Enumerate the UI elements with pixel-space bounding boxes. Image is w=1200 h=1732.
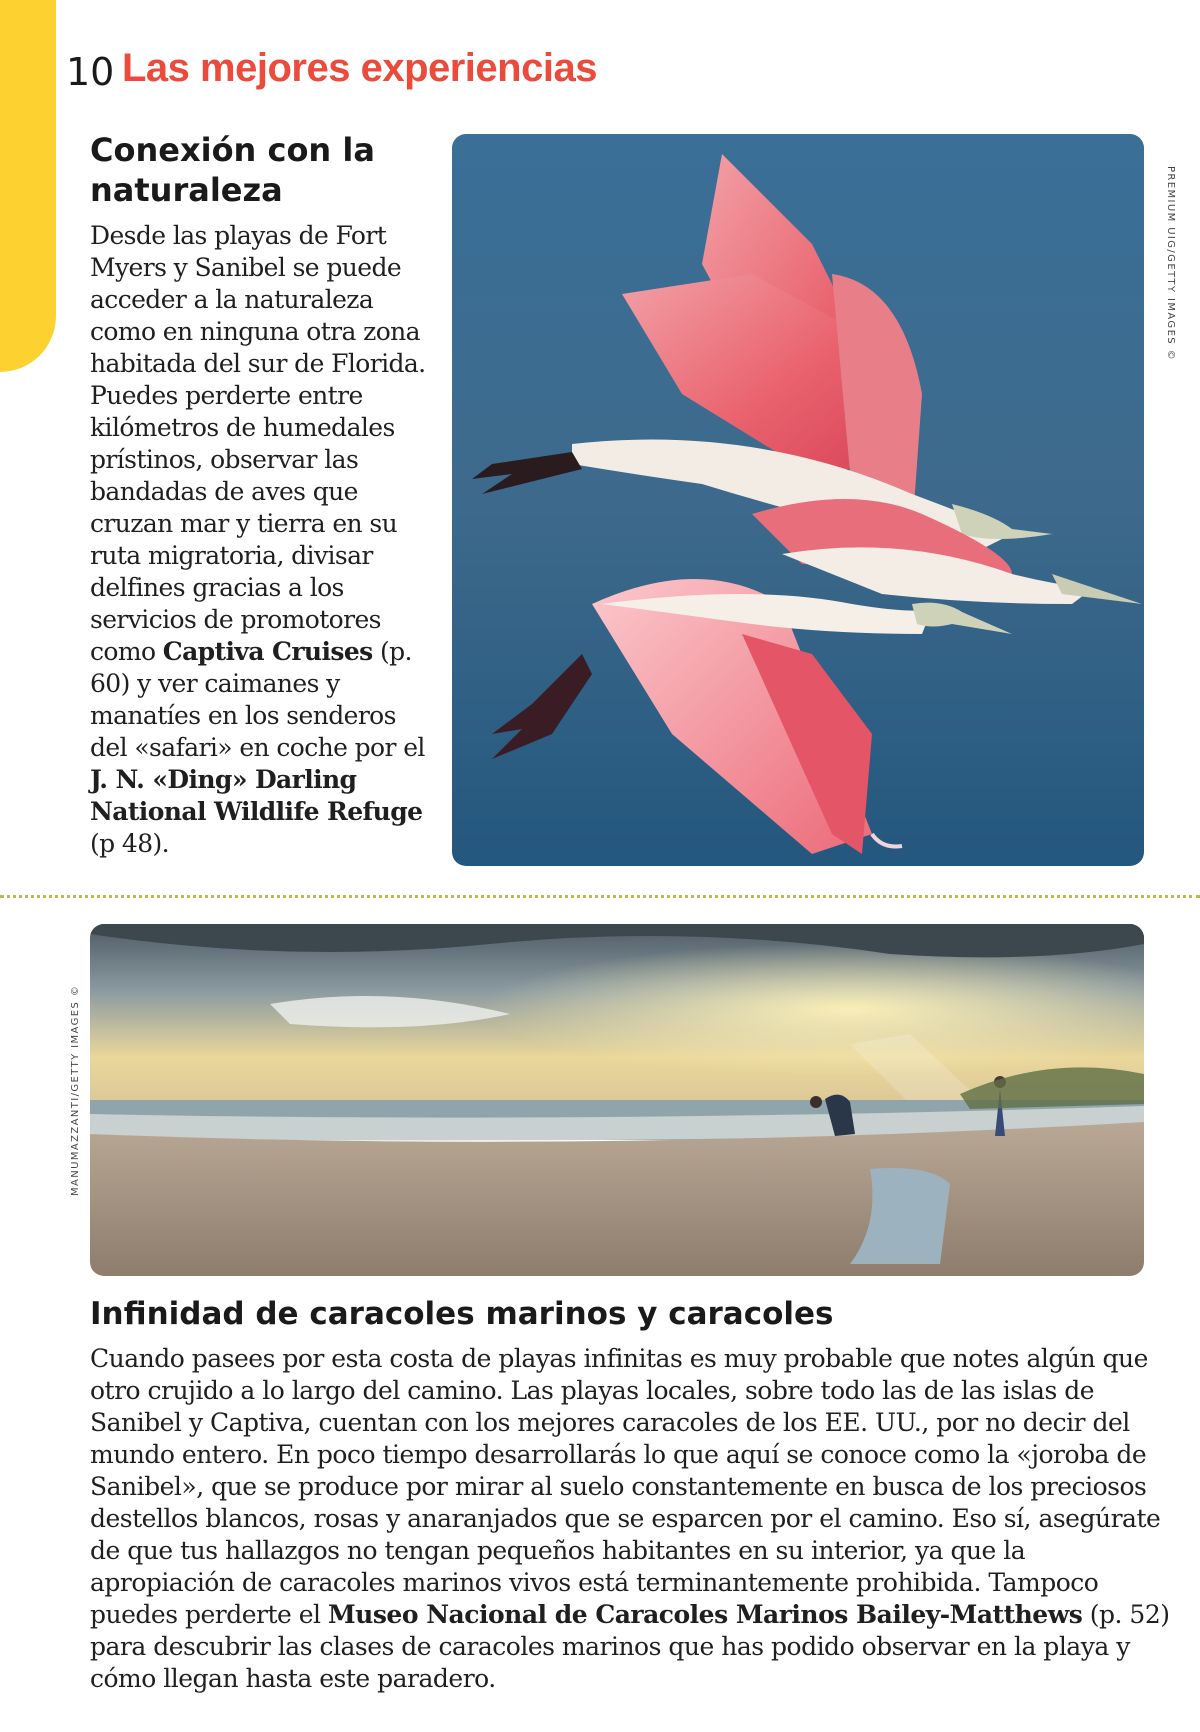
beach-photo — [90, 924, 1144, 1276]
spoonbills-photo — [452, 134, 1144, 866]
nature-paragraph — [90, 220, 430, 860]
section-divider — [0, 895, 1200, 898]
page-number: 10 — [66, 50, 115, 94]
photo-credit-spoonbills: PREMIUM UIG/GETTY IMAGES © — [1165, 166, 1176, 362]
shells-text-2: (p. 52) para descubrir las clases de caracoles marinos que has podido observar en la playa y cómo llegan hasta este paradero. — [90, 1600, 1170, 1693]
section-title: Las mejores experiencias — [122, 46, 597, 90]
shells-text-1: Cuando pasees por esta costa de playas infinitas es muy probable que notes algún que otro crujido a lo largo del camino. Las playas locales, sobre todo las de las islas de Sanibel y Captiva, cuentan con los mejores caracoles de los EE. UU., por no decir del mundo entero. En poco tiempo desarrollarás lo que aquí se conoce como la «joroba de Sanibel», que se produce por mirar al suelo constantemente en busca de los preciosos destellos blancos, rosas y anaranjados que se esparcen por el camino. Eso sí, asegúrate de que tus hallazgos no tengan pequeños habitantes en su interior, ya que la apropiación de caracoles marinos vivos está terminantemente prohibida. Tampoco puedes perderte el — [90, 1344, 1161, 1629]
shells-heading: Infinidad de caracoles marinos y caracoles — [90, 1296, 834, 1332]
captiva-cruises-link: Captiva Cruises — [162, 637, 373, 666]
photo-credit-beach: MANUMAZZANTI/GETTY IMAGES © — [70, 984, 81, 1196]
chapter-tab — [0, 0, 56, 372]
nature-heading: Conexión con la naturaleza — [90, 131, 375, 209]
nature-text-2: (p. 60) y ver caimanes y manatíes en los senderos del «safari» en coche por el — [90, 637, 425, 762]
shell-museum-link: Museo Nacional de Caracoles Marinos Bailey-Matthews — [328, 1600, 1083, 1629]
shells-paragraph — [90, 1343, 1170, 1695]
ding-darling-refuge-link: J. N. «Ding» Darling National Wildlife Refuge — [90, 765, 423, 826]
nature-text-1: Desde las playas de Fort Myers y Sanibel se puede acceder a la naturaleza como en ninguna otra zona habitada del sur de Florida. Puedes perderte entre kilómetros de humedales prístinos, observar las bandadas de aves que cruzan mar y tierra en su ruta migratoria, divisar delfines gracias a los servicios de promotores como — [90, 221, 426, 666]
nature-text-3: (p 48). — [90, 829, 170, 858]
